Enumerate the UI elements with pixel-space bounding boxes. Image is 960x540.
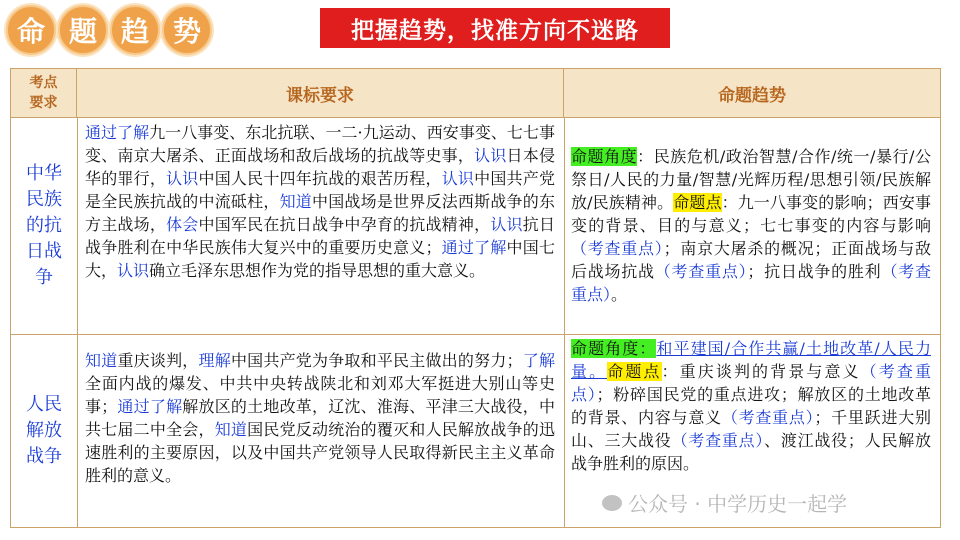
highlighted-text: 知道 xyxy=(85,351,118,370)
highlighted-text: 通过了解 xyxy=(117,397,183,416)
row-label-line: 民族 xyxy=(26,188,62,210)
section-title xyxy=(6,5,212,55)
highlighted-text: 认识 xyxy=(474,146,507,165)
col-header-point-line2: 要求 xyxy=(29,95,58,111)
body-text: 重庆谈判， xyxy=(117,351,199,370)
row-label xyxy=(11,335,77,527)
row-label-line: 解放 xyxy=(26,420,62,441)
col-header-requirement: 课标要求 xyxy=(77,69,564,117)
highlighted-text: （考查重点） xyxy=(654,262,748,281)
body-text: ：重庆谈判的背景与意义 xyxy=(661,362,861,381)
body-text: ；千里跃进大别山、三大战役 xyxy=(571,408,931,450)
col-header-point xyxy=(11,69,77,117)
body-text: 日本侵华的罪行， xyxy=(85,146,555,188)
row-label-line: 的抗 xyxy=(26,214,62,236)
row-label-line: 人民 xyxy=(26,394,62,415)
body-text: 解放区的土地改革，辽沈、淮海、平津三大战役，中共七届二中全会， xyxy=(85,397,555,439)
body-text: ：民族危机/政治智慧/合作/统一/暴行/公祭日/人民的力量/智慧/光辉历程/思想引领/民族解放/民族精神。 xyxy=(571,147,931,212)
row-label-line: 日战 xyxy=(26,240,62,262)
body-text: 全面内战的爆发、中共中央转战陕北和刘邓大军挺进大别山等史事； xyxy=(85,374,555,416)
body-text: 、渡江战役；人民解放战争胜利的原因。 xyxy=(571,431,931,473)
highlighted-text: 了解 xyxy=(522,351,555,370)
row-label xyxy=(11,117,77,334)
highlighted-text: 认识 xyxy=(117,261,150,280)
divider xyxy=(77,117,78,527)
highlighted-text: 知道 xyxy=(214,420,248,439)
highlighted-text: 认识 xyxy=(166,169,199,188)
highlighted-text: ： xyxy=(639,339,657,358)
wechat-icon xyxy=(602,495,622,511)
watermark xyxy=(602,488,847,517)
body-text: 九一八事变、东北抗联、一二·九运动、西安事变、七七事变、南京大屠杀、正面战场和敌后战场的抗战等史事， xyxy=(85,123,555,165)
body-text: ；南京大屠杀的概况；正面战场与敌后战场抗战 xyxy=(571,239,931,281)
slogan-banner: 把握趋势，找准方向不迷路 xyxy=(320,8,670,48)
highlighted-text: 知道 xyxy=(279,192,312,211)
highlighted-text: 命题角度 xyxy=(571,147,638,166)
highlighted-text: （考查重点） xyxy=(671,431,765,450)
highlighted-text: （考查重点） xyxy=(571,239,664,258)
requirement-cell xyxy=(85,349,555,487)
title-char: 命 xyxy=(6,5,56,55)
body-text: 抗日战争胜利在中华民族伟大复兴中的重要历史意义； xyxy=(85,215,555,257)
highlighted-text: （考查重点） xyxy=(571,362,931,404)
body-text: 确立毛泽东思想作为党的指导思想的重大意义。 xyxy=(149,261,486,280)
trend-cell xyxy=(571,145,931,306)
highlighted-text: 命题点 xyxy=(673,193,722,212)
highlighted-text: 认识 xyxy=(441,169,475,188)
body-text: 中国人民十四年抗战的艰苦历程， xyxy=(198,169,442,188)
highlighted-text: （考查重点） xyxy=(571,262,931,304)
syllabus-table xyxy=(10,68,941,528)
trend-cell xyxy=(571,337,931,475)
col-header-point-line1: 考点 xyxy=(29,75,58,91)
col-header-trend: 命题趋势 xyxy=(564,69,940,117)
body-text: 国民党反动统治的覆灭和人民解放战争的迅速胜利的主要原因，以及中国共产党领导人民取得新民主主义革命胜利的意义。 xyxy=(85,420,555,485)
title-bar xyxy=(0,0,960,58)
body-text: 中国共产党是全民族抗战的中流砥柱， xyxy=(85,169,555,211)
highlighted-text: 理解 xyxy=(198,351,231,370)
body-text: 。 xyxy=(611,285,628,304)
title-char: 趋 xyxy=(110,5,160,55)
body-text: 中国七大， xyxy=(85,238,555,280)
divider xyxy=(11,334,940,335)
title-char: 势 xyxy=(162,5,212,55)
row-label-line: 战争 xyxy=(26,446,62,467)
highlighted-text: 命题点 xyxy=(607,362,662,381)
body-text: 中国共产党为争取和平民主做出的努力； xyxy=(230,351,523,370)
highlighted-text: 通过了解 xyxy=(85,123,150,142)
highlighted-text: （考查重点） xyxy=(721,408,815,427)
watermark-text: 公众号 · 中学历史一起学 xyxy=(628,492,848,516)
highlighted-text: 命题角度 xyxy=(571,339,640,358)
divider xyxy=(11,117,940,118)
highlighted-text: 通过了解 xyxy=(441,238,507,257)
highlighted-text: 和平建国/合作共赢/土地改革/人民力量。 xyxy=(571,339,931,381)
body-text: ；粉碎国民党的重点进攻；解放区的土地改革的背景、内容与意义 xyxy=(571,385,931,427)
body-text: 中国战场是世界反法西斯战争的东方主战场， xyxy=(85,192,555,234)
divider xyxy=(564,117,565,527)
title-char: 题 xyxy=(58,5,108,55)
row-label-line: 中华 xyxy=(26,162,62,184)
row-label-line: 争 xyxy=(35,266,53,288)
body-text: 中国军民在抗日战争中孕育的抗战精神， xyxy=(198,215,491,234)
body-text: ：九一八事变的影响；西安事变的背景、目的与意义；七七事变的内容与影响 xyxy=(571,193,931,235)
highlighted-text: 体会 xyxy=(166,215,199,234)
body-text: ；抗日战争的胜利 xyxy=(747,262,882,281)
requirement-cell xyxy=(85,121,555,282)
highlighted-text: 认识 xyxy=(490,215,523,234)
